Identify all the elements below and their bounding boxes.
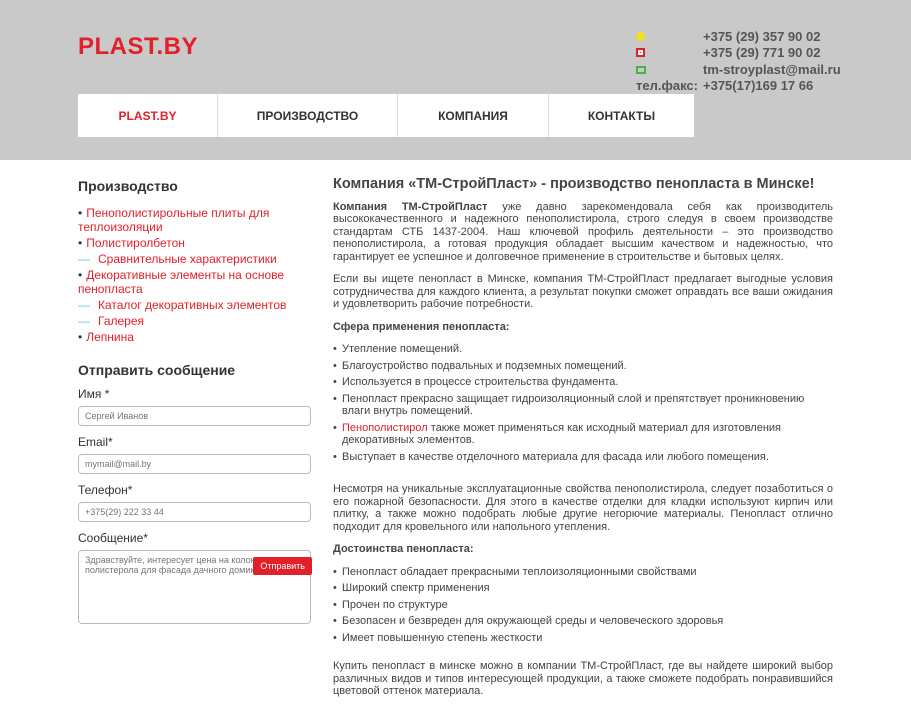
phone-label: Телефон* (78, 483, 133, 497)
main-nav (78, 94, 694, 137)
submenu-item[interactable]: — Каталог декоративных элементов (78, 298, 287, 312)
sidebar-title: Производство (78, 178, 178, 194)
list-item: • Пенополистирол также может применяться как исходный материал для изготовления декоративных элементов. (333, 422, 833, 447)
mail-icon (636, 66, 646, 74)
submit-button[interactable]: Отправить (253, 557, 312, 575)
sidebar (78, 178, 312, 627)
main-content (333, 178, 833, 708)
email[interactable]: tm-stroyplast@mail.ru (703, 61, 841, 77)
menu-item[interactable]: • Лепнина (78, 330, 134, 344)
fax-label: тел.факс: (636, 78, 698, 94)
section-heading: Достоинства пенопласта: (333, 543, 474, 555)
usage-list (333, 343, 833, 463)
list-item: • Используется в процессе строительства фундамента. (333, 376, 833, 389)
mts-icon (636, 48, 645, 57)
phone-input[interactable] (78, 502, 311, 522)
sidebar-menu (78, 206, 312, 344)
nav-contacts[interactable]: КОНТАКТЫ (587, 108, 656, 123)
nav-home[interactable]: PLAST.BY (78, 94, 218, 137)
submenu-item[interactable]: — Галерея (78, 314, 145, 328)
list-item: • Широкий спектр применения (333, 582, 833, 595)
contact-form (78, 387, 312, 627)
name-label: Имя * (78, 387, 110, 401)
menu-item[interactable]: • Полистиролбетон (78, 236, 185, 250)
message-label: Сообщение* (78, 531, 148, 545)
logo[interactable]: PLAST.BY (78, 33, 199, 60)
list-item: • Выступает в качестве отделочного материала для фасада или любого помещения. (333, 451, 833, 464)
paragraph: Купить пенопласт в минске можно в компании ТМ-СтройПласт, где вы найдете широкий выбор различных видов и типов интересующей продукции, а также сможете подобрать понравившийся цветовой оттенок материала. (333, 660, 833, 697)
email-label: Email* (78, 435, 113, 449)
velcom-icon (636, 32, 645, 41)
nav-company[interactable]: КОМПАНИЯ (398, 94, 549, 137)
list-item: • Прочен по структуре (333, 599, 833, 612)
list-item: • Имеет повышенную степень жесткости (333, 632, 833, 645)
header (0, 0, 911, 160)
phone-2[interactable]: +375 (29) 771 90 02 (703, 45, 821, 61)
advantages-list (333, 566, 833, 645)
submenu-item[interactable]: — Сравнительные характеристики (78, 252, 277, 266)
contacts (636, 28, 841, 94)
list-item: • Утепление помещений. (333, 343, 833, 356)
list-item: • Пенопласт прекрасно защищает гидроизоляционный слой и препятствует проникновению влаги внутрь помещений. (333, 393, 833, 418)
email-input[interactable] (78, 454, 311, 474)
list-item: • Безопасен и безвреден для окружающей среды и человеческого здоровья (333, 615, 833, 628)
form-title: Отправить сообщение (78, 362, 236, 378)
page-title: Компания «ТМ-СтройПласт» - производство пенопласта в Минске! (333, 176, 815, 192)
list-item: • Благоустройство подвальных и подземных помещений. (333, 360, 833, 373)
paragraph: Если вы ищете пенопласт в Минске, компания ТМ-СтройПласт предлагает выгодные условия сотрудничества для каждого клиента, а результат покупки сможет оправдать все ваши ожидания и удовлетворить рабочие потребности. (333, 273, 833, 310)
phone-1[interactable]: +375 (29) 357 90 02 (703, 28, 821, 44)
fax[interactable]: +375(17)169 17 66 (703, 78, 814, 94)
nav-production[interactable]: ПРОИЗВОДСТВО (218, 94, 398, 137)
polystyrene-link[interactable]: Пенополистирол (342, 421, 428, 434)
list-item: • Пенопласт обладает прекрасными теплоизоляционными свойствами (333, 566, 833, 579)
paragraph: Компания ТМ-СтройПласт уже давно зарекомендовала себя как производитель высококачественного и надежного пенополистирола, строго следуя в своем производстве стандартам СТБ 1437-2004. Наш ключевой профиль деятельности – это производство пенополистирола, а готовая продукция обладает высшим качеством и надежностью, что гарантирует ее успешное и долговечное применение в строительстве и бытовых целях. (333, 200, 833, 263)
menu-item[interactable]: • Декоративные элементы на основе пенопласта (78, 268, 285, 296)
menu-item[interactable]: • Пенополистирольные плиты для теплоизоляции (78, 206, 270, 234)
name-input[interactable] (78, 406, 311, 426)
paragraph: Несмотря на уникальные эксплуатационные свойства пенополистирола, следует позаботиться о его пожарной безопасности. Для этого в качестве отделки для кладки используют кирпич или плитку, а также можно подобрать любые другие негорючие материалы. Пенопласт отлично подходит для кровельного или напольного утепления. (333, 483, 833, 533)
section-heading: Сфера применения пенопласта: (333, 320, 510, 333)
